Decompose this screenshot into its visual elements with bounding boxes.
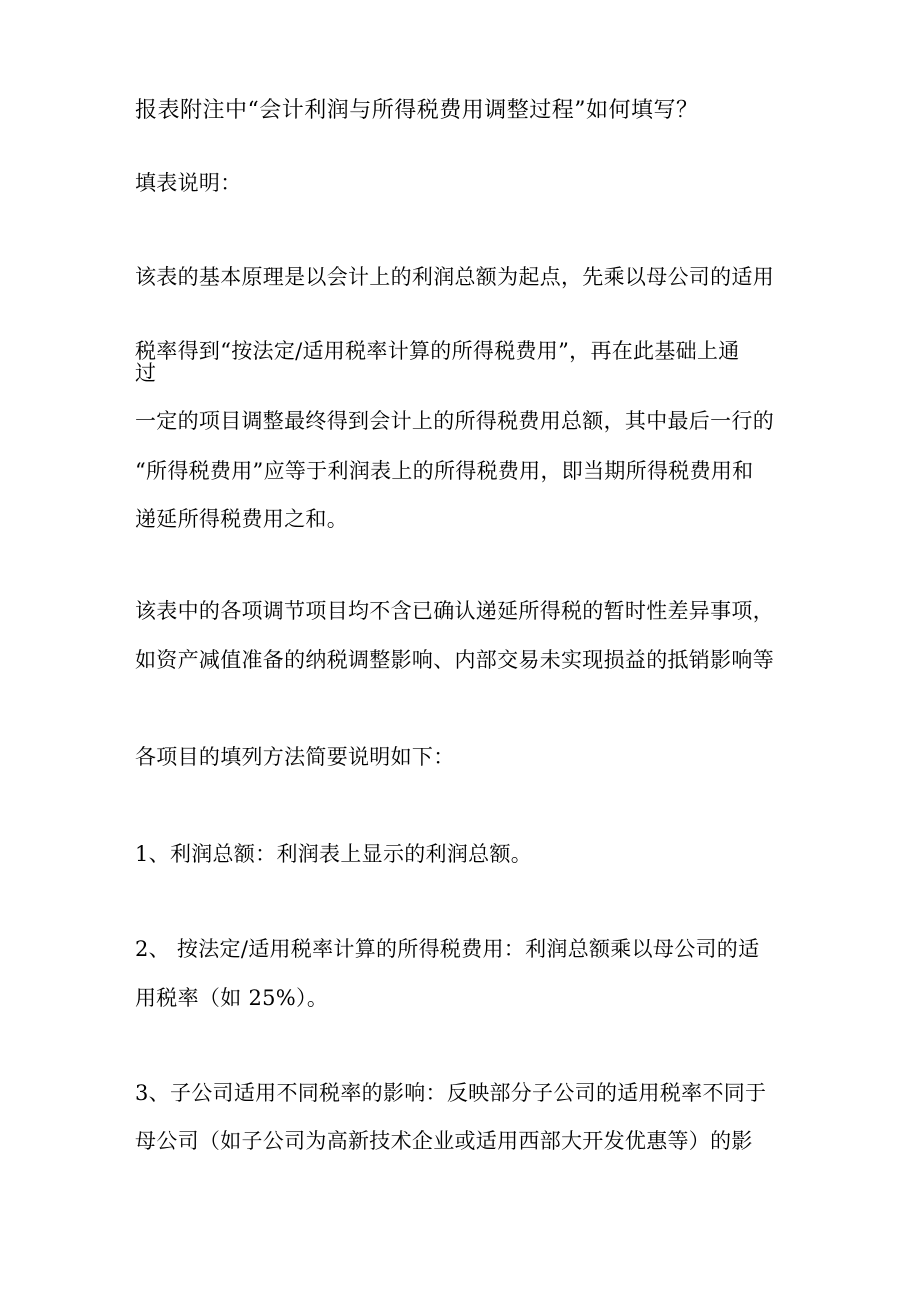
section-heading: 填表说明： xyxy=(135,171,242,195)
item-2-line-1: 2、 按法定/适用税率计算的所得税费用：利润总额乘以母公司的适 xyxy=(135,937,760,961)
item-2-line-2: 用税率（如 25%）。 xyxy=(135,986,329,1010)
paragraph-1-line-5: “所得税费用”应等于利润表上的所得税费用，即当期所得税费用和 xyxy=(135,459,754,483)
item-1: 1、利润总额：利润表上显示的利润总额。 xyxy=(135,842,533,866)
paragraph-2-line-1: 该表中的各项调节项目均不含已确认递延所得税的暂时性差异事项， xyxy=(135,599,774,623)
paragraph-1-line-1: 该表的基本原理是以会计上的利润总额为起点，先乘以母公司的适用 xyxy=(135,265,774,289)
item-3-line-2: 母公司（如子公司为高新技术企业或适用西部大开发优惠等）的影 xyxy=(135,1129,753,1153)
item-3-line-1: 3、子公司适用不同税率的影响：反映部分子公司的适用税率不同于 xyxy=(135,1081,767,1105)
document-title: 报表附注中“会计利润与所得税费用调整过程”如何填写？ xyxy=(135,98,699,123)
items-intro: 各项目的填列方法简要说明如下： xyxy=(135,745,455,769)
paragraph-1-line-4: 一定的项目调整最终得到会计上的所得税费用总额，其中最后一行的 xyxy=(135,409,774,433)
paragraph-2-line-2: 如资产减值准备的纳税调整影响、内部交易未实现损益的抵销影响等 xyxy=(135,648,774,672)
paragraph-1-line-2: 税率得到“按法定/适用税率计算的所得税费用”，再在此基础上通 xyxy=(135,339,740,363)
paragraph-1-line-3: 过 xyxy=(135,361,157,385)
paragraph-1-line-6: 递延所得税费用之和。 xyxy=(135,507,348,531)
